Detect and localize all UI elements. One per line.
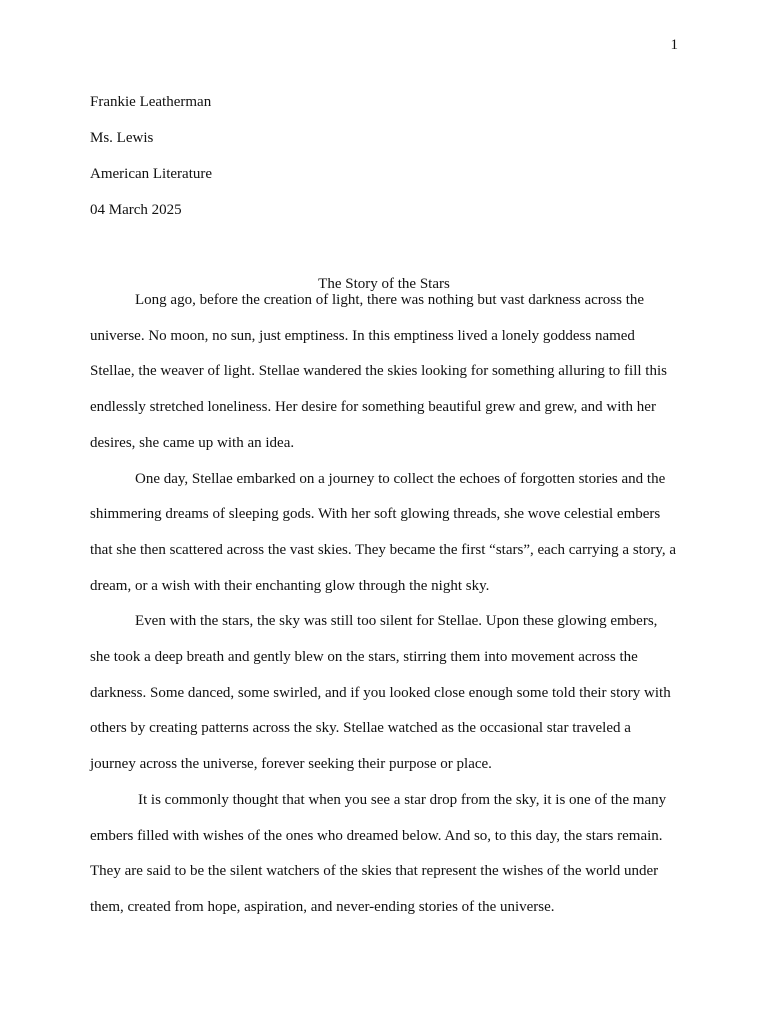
author-name: Frankie Leatherman xyxy=(90,94,212,110)
paragraph: Even with the stars, the sky was still too silent for Stellae. Upon these glowing embers, she took a deep breath and gently blew on the stars, stirring them into movement across the darkness. Some danced, some swirled, and if you looked close enough some told their story with others by creating patterns across the sky. Stellae watched as the occasional star traveled a journey across the universe, forever seeking their purpose or place. xyxy=(90,613,671,773)
mla-header xyxy=(90,93,678,237)
paragraph: Long ago, before the creation of light, there was nothing but vast darkness across the universe. No moon, no sun, just emptiness. In this emptiness lived a lonely goddess named Stellae, the weaver of light. Stellae wandered the skies looking for something alluring to fill this endlessly stretched loneliness. Her desire for something beautiful grew and grew, and with her desires, she came up with an idea. xyxy=(90,292,667,451)
page-number: 1 xyxy=(670,37,678,53)
document-title: The Story of the Stars xyxy=(318,276,450,292)
teacher-name: Ms. Lewis xyxy=(90,130,154,146)
paragraph: It is commonly thought that when you see a star drop from the sky, it is one of the many embers filled with wishes of the ones who dreamed below. And so, to this day, the stars remain. They are said to be the silent watchers of the skies that represent the wishes of the world under them, created from hope, aspiration, and never-ending stories of the universe. xyxy=(90,791,667,915)
document-body xyxy=(90,283,678,926)
paragraph: One day, Stellae embarked on a journey to collect the echoes of forgotten stories and the shimmering dreams of sleeping gods. With her soft glowing threads, she wove celestial embers that she then scattered across the vast skies. They became the first “stars”, each carrying a story, a dream, or a wish with their enchanting glow through the night sky. xyxy=(90,470,677,594)
document-date: 04 March 2025 xyxy=(90,202,182,218)
course-name: American Literature xyxy=(90,166,213,182)
